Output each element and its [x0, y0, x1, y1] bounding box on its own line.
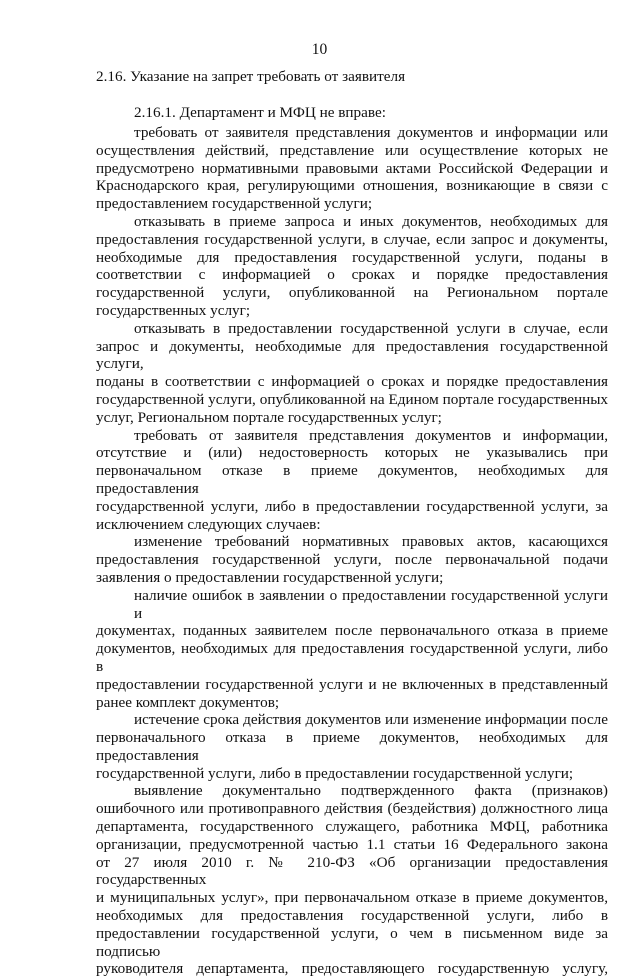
page-number: 10: [311, 41, 328, 58]
text-line: необходимых для предоставления государственной услуги, либо в: [96, 907, 608, 925]
text-line: департамента, государственного служащего, работника МФЦ, работника: [96, 818, 608, 836]
text-line: предоставления государственной услуги, в случае, если запрос и документы,: [96, 230, 608, 248]
text-line: заявления о предоставлении государственной услуги;: [96, 568, 444, 586]
paragraph: [96, 782, 608, 978]
text-line: поданы в соответствии с информацией о сроках и порядке предоставления: [96, 373, 608, 391]
text-line: предоставлении государственной услуги и не включенных в представленный: [96, 675, 608, 693]
text-line: предоставления государственной услуги, после первоначальной подачи: [96, 551, 608, 569]
text-line: необходимые для предоставления государственной услуги, поданы в: [96, 248, 608, 266]
paragraph: [96, 427, 608, 534]
text-line: истечение срока действия документов или изменение информации после: [134, 711, 608, 729]
text-line: предусмотрено нормативными правовыми актами Российской Федерации и: [96, 159, 608, 177]
text-line: ранее комплект документов;: [96, 693, 280, 711]
text-line: документов, необходимых для предоставления государственной услуги, либо в: [96, 640, 608, 675]
text-line: отказывать в приеме запроса и иных документов, необходимых для: [134, 212, 608, 230]
paragraph: [96, 124, 608, 213]
text-line: предоставлением государственной услуги;: [96, 195, 373, 213]
text-line: государственных услуг;: [96, 301, 251, 319]
text-line: от 27 июля 2010 г. № 210-ФЗ «Об организации предоставления государственных: [96, 853, 608, 889]
text-line: документах, поданных заявителем после первоначального отказа в приеме: [96, 622, 608, 640]
text-line: и муниципальных услуг», при первоначальном отказе в приеме документов,: [96, 889, 608, 907]
text-line: первоначального отказа в приеме документов, необходимых для предоставления: [96, 729, 608, 764]
text-line: Краснодарского края, регулирующими отношения, возникающие в связи с: [96, 177, 608, 195]
text-line: исключением следующих случаев:: [96, 515, 321, 533]
paragraph: [96, 587, 608, 712]
text-line: государственной услуги, либо в предоставлении государственной услуги, за: [96, 497, 608, 515]
paragraph: [96, 533, 608, 586]
text-line: требовать от заявителя представления документов и информации,: [134, 426, 608, 444]
text-line: требовать от заявителя представления документов и информации или: [134, 124, 608, 141]
text-line: запрос и документы, необходимые для предоставления государственной услуги,: [96, 337, 608, 373]
document-body: [96, 124, 608, 978]
text-line: наличие ошибок в заявлении о предоставлении государственной услуги и: [134, 586, 608, 622]
text-line: первоначальном отказе в приеме документов, необходимых для предоставления: [96, 462, 608, 497]
text-line: государственной услуги, либо в предоставлении государственной услуги;: [96, 764, 574, 782]
subsection-heading: 2.16.1. Департамент и МФЦ не вправе:: [134, 104, 386, 121]
text-line: осуществления действий, представление или осуществление которых не: [96, 141, 608, 159]
text-line: государственной услуги, опубликованной на Региональном портале: [96, 284, 608, 302]
text-line: государственной услуги, опубликованной на Едином портале государственных: [96, 390, 608, 408]
text-line: ошибочного или противоправного действия (бездействия) должностного лица: [96, 800, 608, 818]
text-line: изменение требований нормативных правовых актов, касающихся: [134, 533, 608, 551]
text-line: руководителя департамента, предоставляющего государственную услугу,: [96, 960, 608, 978]
text-line: организации, предусмотренной частью 1.1 статьи 16 Федерального закона: [96, 835, 608, 853]
text-line: предоставлении государственной услуги, о чем в письменном виде за подписью: [96, 924, 608, 960]
text-line: отсутствие и (или) недостоверность которых не указывались при: [96, 444, 608, 462]
text-line: услуг, Региональном портале государственных услуг;: [96, 408, 442, 426]
paragraph: [96, 320, 608, 427]
section-heading: 2.16. Указание на запрет требовать от заявителя: [96, 68, 406, 85]
text-line: выявление документально подтвержденного факта (признаков): [134, 782, 608, 800]
paragraph: [96, 213, 608, 320]
text-line: соответствии с информацией о сроках и порядке предоставления: [96, 266, 608, 284]
paragraph: [96, 711, 608, 782]
text-line: отказывать в предоставлении государственной услуги в случае, если: [134, 319, 608, 337]
